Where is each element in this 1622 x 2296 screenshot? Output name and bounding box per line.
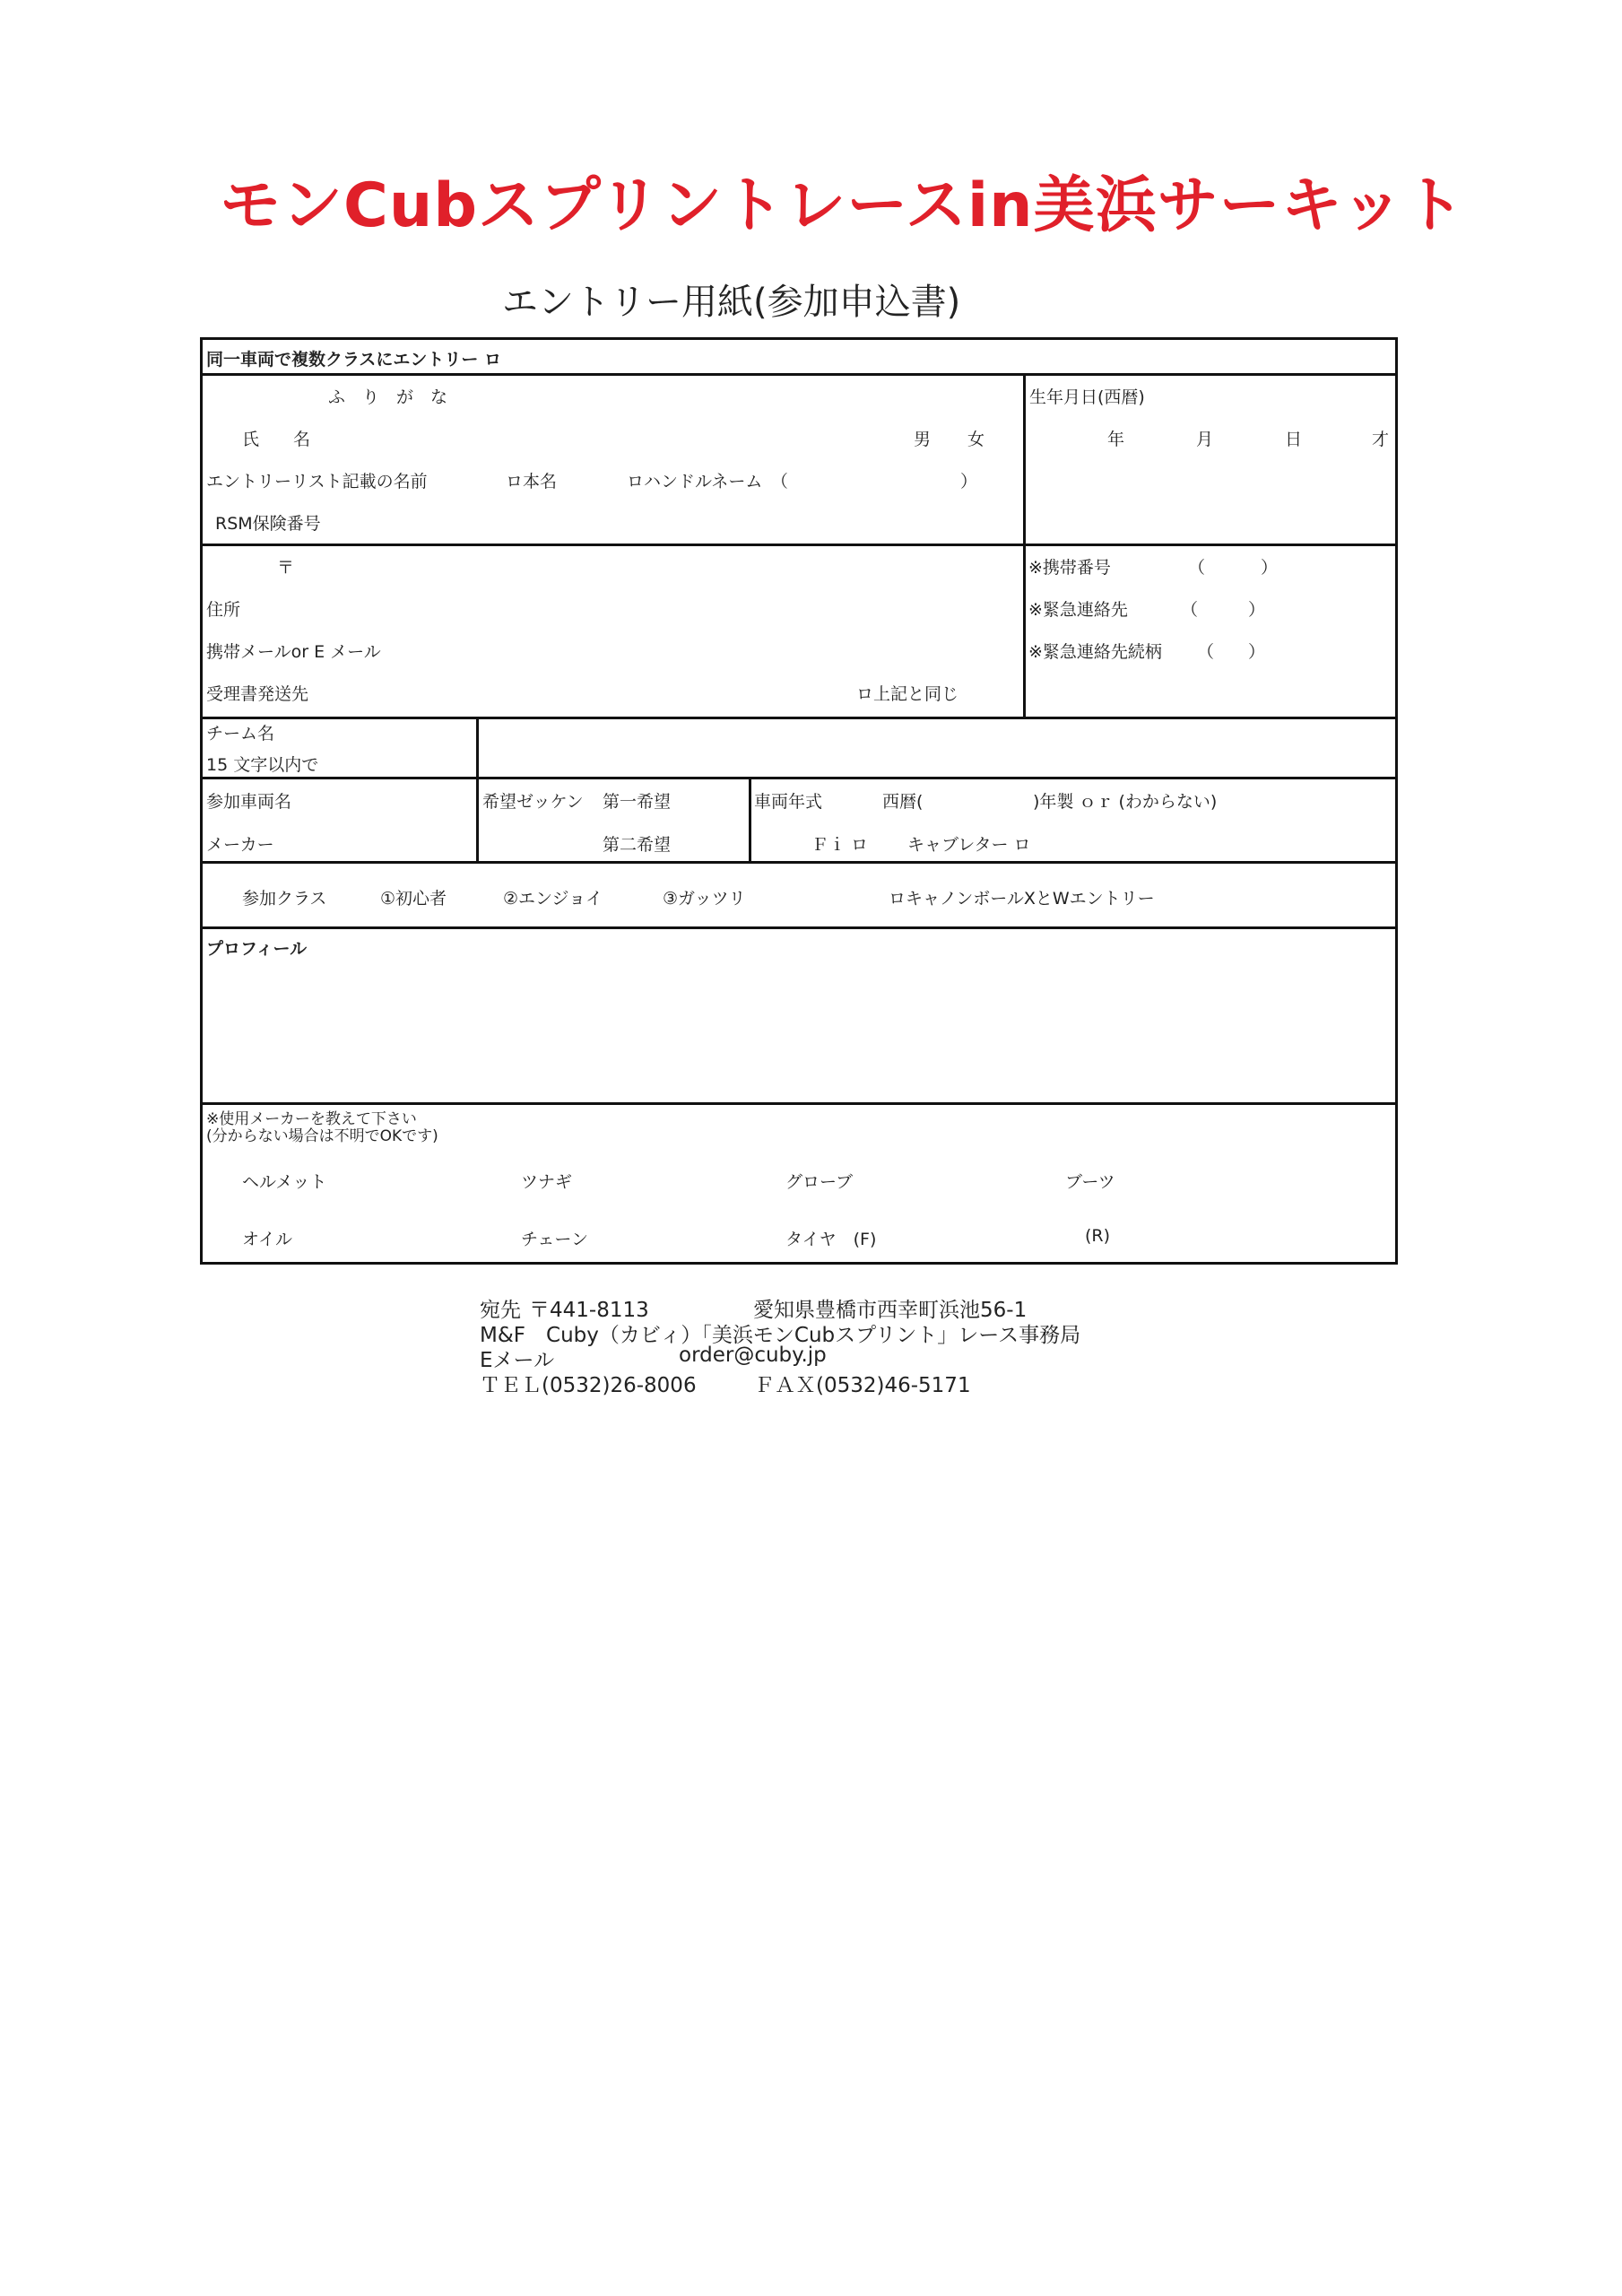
maker-label: メーカー	[206, 835, 274, 855]
divider	[203, 926, 1395, 929]
receipt-label: 受理書発送先	[206, 684, 309, 704]
divider	[203, 544, 1395, 546]
divider	[203, 861, 1395, 864]
divider	[203, 717, 1395, 719]
vehicle-year-label: 車両年式	[754, 792, 823, 812]
mobile-paren-close: ）	[1261, 558, 1279, 578]
second-choice-label: 第二希望	[603, 835, 672, 855]
entry-form	[200, 337, 1398, 1265]
page-title: モンCubスプリントレースin美浜サーキット	[220, 170, 1466, 241]
cannonball-checkbox[interactable]: ロキャノンボールXとWエントリー	[889, 889, 1155, 909]
handle-name-close: ）	[960, 472, 978, 491]
birth-month-label: 月	[1196, 430, 1214, 449]
glove-label: グローブ	[785, 1172, 854, 1192]
class-beginner-option[interactable]: ①初心者	[380, 889, 447, 909]
form-subtitle: エントリー用紙(参加申込書)	[502, 282, 961, 323]
divider	[749, 777, 751, 861]
age-label: 才	[1372, 430, 1390, 449]
rsm-label: RSM保険番号	[215, 514, 321, 534]
birth-day-label: 日	[1285, 430, 1303, 449]
relation-label: ※緊急連絡先続柄	[1028, 642, 1162, 662]
tire-front-label: タイヤ (F)	[785, 1230, 877, 1249]
fi-checkbox[interactable]: Ｆｉ ロ	[811, 835, 869, 855]
emergency-paren-open: （	[1181, 600, 1199, 620]
oil-label: オイル	[242, 1230, 293, 1249]
team-note: 15 文字以内で	[206, 755, 319, 775]
mobile-paren-open: （	[1188, 558, 1206, 578]
divider	[1023, 373, 1026, 717]
real-name-checkbox[interactable]: ロ本名	[506, 472, 558, 491]
footer-postal: 〒441-8113	[529, 1299, 649, 1322]
divider	[203, 777, 1395, 779]
tire-rear-label: (R)	[1085, 1226, 1111, 1246]
suit-label: ツナギ	[521, 1172, 573, 1192]
footer-fax: ＦＡＸ(0532)46-5171	[754, 1374, 971, 1397]
mobile-label: ※携帯番号	[1028, 558, 1111, 578]
relation-paren-close: ）	[1248, 642, 1266, 662]
class-serious-option[interactable]: ③ガッツリ	[663, 889, 746, 909]
name-label: 氏 名	[242, 430, 311, 449]
class-label: 参加クラス	[242, 889, 327, 909]
class-enjoy-option[interactable]: ②エンジョイ	[503, 889, 603, 909]
footer-email-label: Eメール	[480, 1349, 555, 1372]
western-year-label: 西暦(	[882, 792, 924, 812]
relation-paren-open: （	[1197, 642, 1215, 662]
handle-name-checkbox[interactable]: ロハンドルネーム （	[627, 472, 788, 491]
gender-female-option[interactable]: 女	[967, 430, 985, 449]
email-label: 携帯メールor E メール	[206, 642, 381, 662]
same-as-above-checkbox[interactable]: ロ上記と同じ	[856, 684, 959, 704]
emergency-label: ※緊急連絡先	[1028, 600, 1128, 620]
makers-note: ※使用メーカーを教えて下さい	[206, 1110, 417, 1128]
boots-label: ブーツ	[1065, 1172, 1115, 1192]
footer-tel: ＴＥＬ(0532)26-8006	[480, 1374, 697, 1397]
race-number-label: 希望ゼッケン	[482, 792, 584, 812]
year-made-label: )年製 ｏｒ (わからない)	[1033, 792, 1218, 812]
emergency-paren-close: ）	[1248, 600, 1266, 620]
divider	[203, 373, 1395, 376]
birth-year-label: 年	[1107, 430, 1125, 449]
footer-office: M&F Cuby（カビィ）「美浜モンCubスプリント」レース事務局	[480, 1324, 1081, 1347]
destination-label: 宛先	[480, 1299, 521, 1322]
multi-class-checkbox[interactable]: 同一車両で複数クラスにエントリー ロ	[206, 350, 502, 370]
divider	[476, 717, 479, 861]
gender-male-option[interactable]: 男	[914, 430, 932, 449]
divider	[203, 1102, 1395, 1105]
profile-label: プロフィール	[206, 939, 308, 959]
team-label: チーム名	[206, 724, 275, 744]
vehicle-name-label: 参加車両名	[206, 792, 292, 812]
footer-address: 愛知県豊橋市西幸町浜池56-1	[753, 1299, 1028, 1322]
entry-list-name-label: エントリーリスト記載の名前	[206, 472, 428, 491]
first-choice-label: 第一希望	[603, 792, 672, 812]
postal-label: 〒	[277, 558, 295, 578]
carburetor-checkbox[interactable]: キャブレター ロ	[907, 835, 1031, 855]
helmet-label: ヘルメット	[242, 1172, 327, 1192]
chain-label: チェーン	[521, 1230, 589, 1249]
furigana-label: ふ り が な	[328, 387, 448, 407]
footer-email[interactable]: order@cuby.jp	[679, 1344, 827, 1367]
makers-note-2: (分からない場合は不明でOKです)	[206, 1127, 438, 1145]
birthdate-label: 生年月日(西暦)	[1029, 387, 1145, 407]
address-label: 住所	[206, 600, 241, 620]
